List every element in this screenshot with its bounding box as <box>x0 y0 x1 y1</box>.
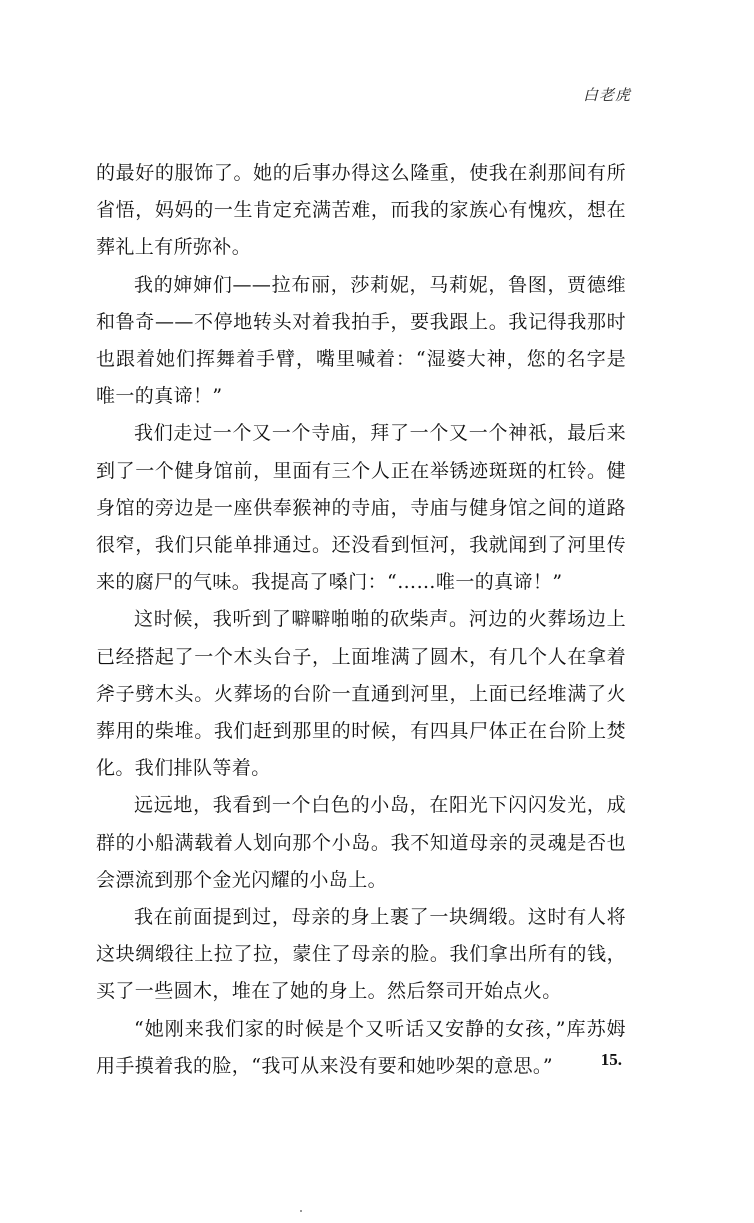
paragraph: 我的婶婶们——拉布丽，莎莉妮，马莉妮，鲁图，贾德维和鲁奇——不停地转头对着我拍手，要我跟上。我记得我那时也跟着她们挥舞着手臂，嘴里喊着：“湿婆大神，您的名字是唯一的真谛！” <box>96 273 626 408</box>
paragraph: 远远地，我看到一个白色的小岛，在阳光下闪闪发光，成群的小船满载着人划向那个小岛。我不知道母亲的灵魂是否也会漂流到那个金光闪耀的小岛上。 <box>96 794 626 891</box>
running-head-title: 白老虎 <box>582 86 631 104</box>
body-text <box>96 155 626 1085</box>
paragraph: “她刚来我们家的时候是个又听话又安静的女孩，”库苏姆用手摸着我的脸，“我可从来没有要和她吵架的意思。” <box>96 1017 626 1077</box>
scan-speck <box>300 1210 302 1212</box>
paragraph: 我们走过一个又一个寺庙，拜了一个又一个神祇，最后来到了一个健身馆前，里面有三个人正在举锈迹斑斑的杠铃。健身馆的旁边是一座供奉猴神的寺庙，寺庙与健身馆之间的道路很窄，我们只能单排通过。还没看到恒河，我就闻到了河里传来的腐尸的气味。我提高了嗓门：“……唯一的真谛！” <box>96 422 626 594</box>
paragraph: 这时候，我听到了噼噼啪啪的砍柴声。河边的火葬场边上已经搭起了一个木头台子，上面堆满了圆木，有几个人在拿着斧子劈木头。火葬场的台阶一直通到河里，上面已经堆满了火葬用的柴堆。我们赶到那里的时候，有四具尸体正在台阶上焚化。我们排队等着。 <box>96 608 626 780</box>
paragraph: 我在前面提到过，母亲的身上裹了一块绸缎。这时有人将这块绸缎往上拉了拉，蒙住了母亲的脸。我们拿出所有的钱，买了一些圆木，堆在了她的身上。然后祭司开始点火。 <box>96 906 626 1003</box>
paragraph-continued: 的最好的服饰了。她的后事办得这么隆重，使我在刹那间有所省悟，妈妈的一生肯定充满苦难，而我的家族心有愧疚，想在葬礼上有所弥补。 <box>96 162 626 259</box>
page-number: 15. <box>600 1050 622 1069</box>
